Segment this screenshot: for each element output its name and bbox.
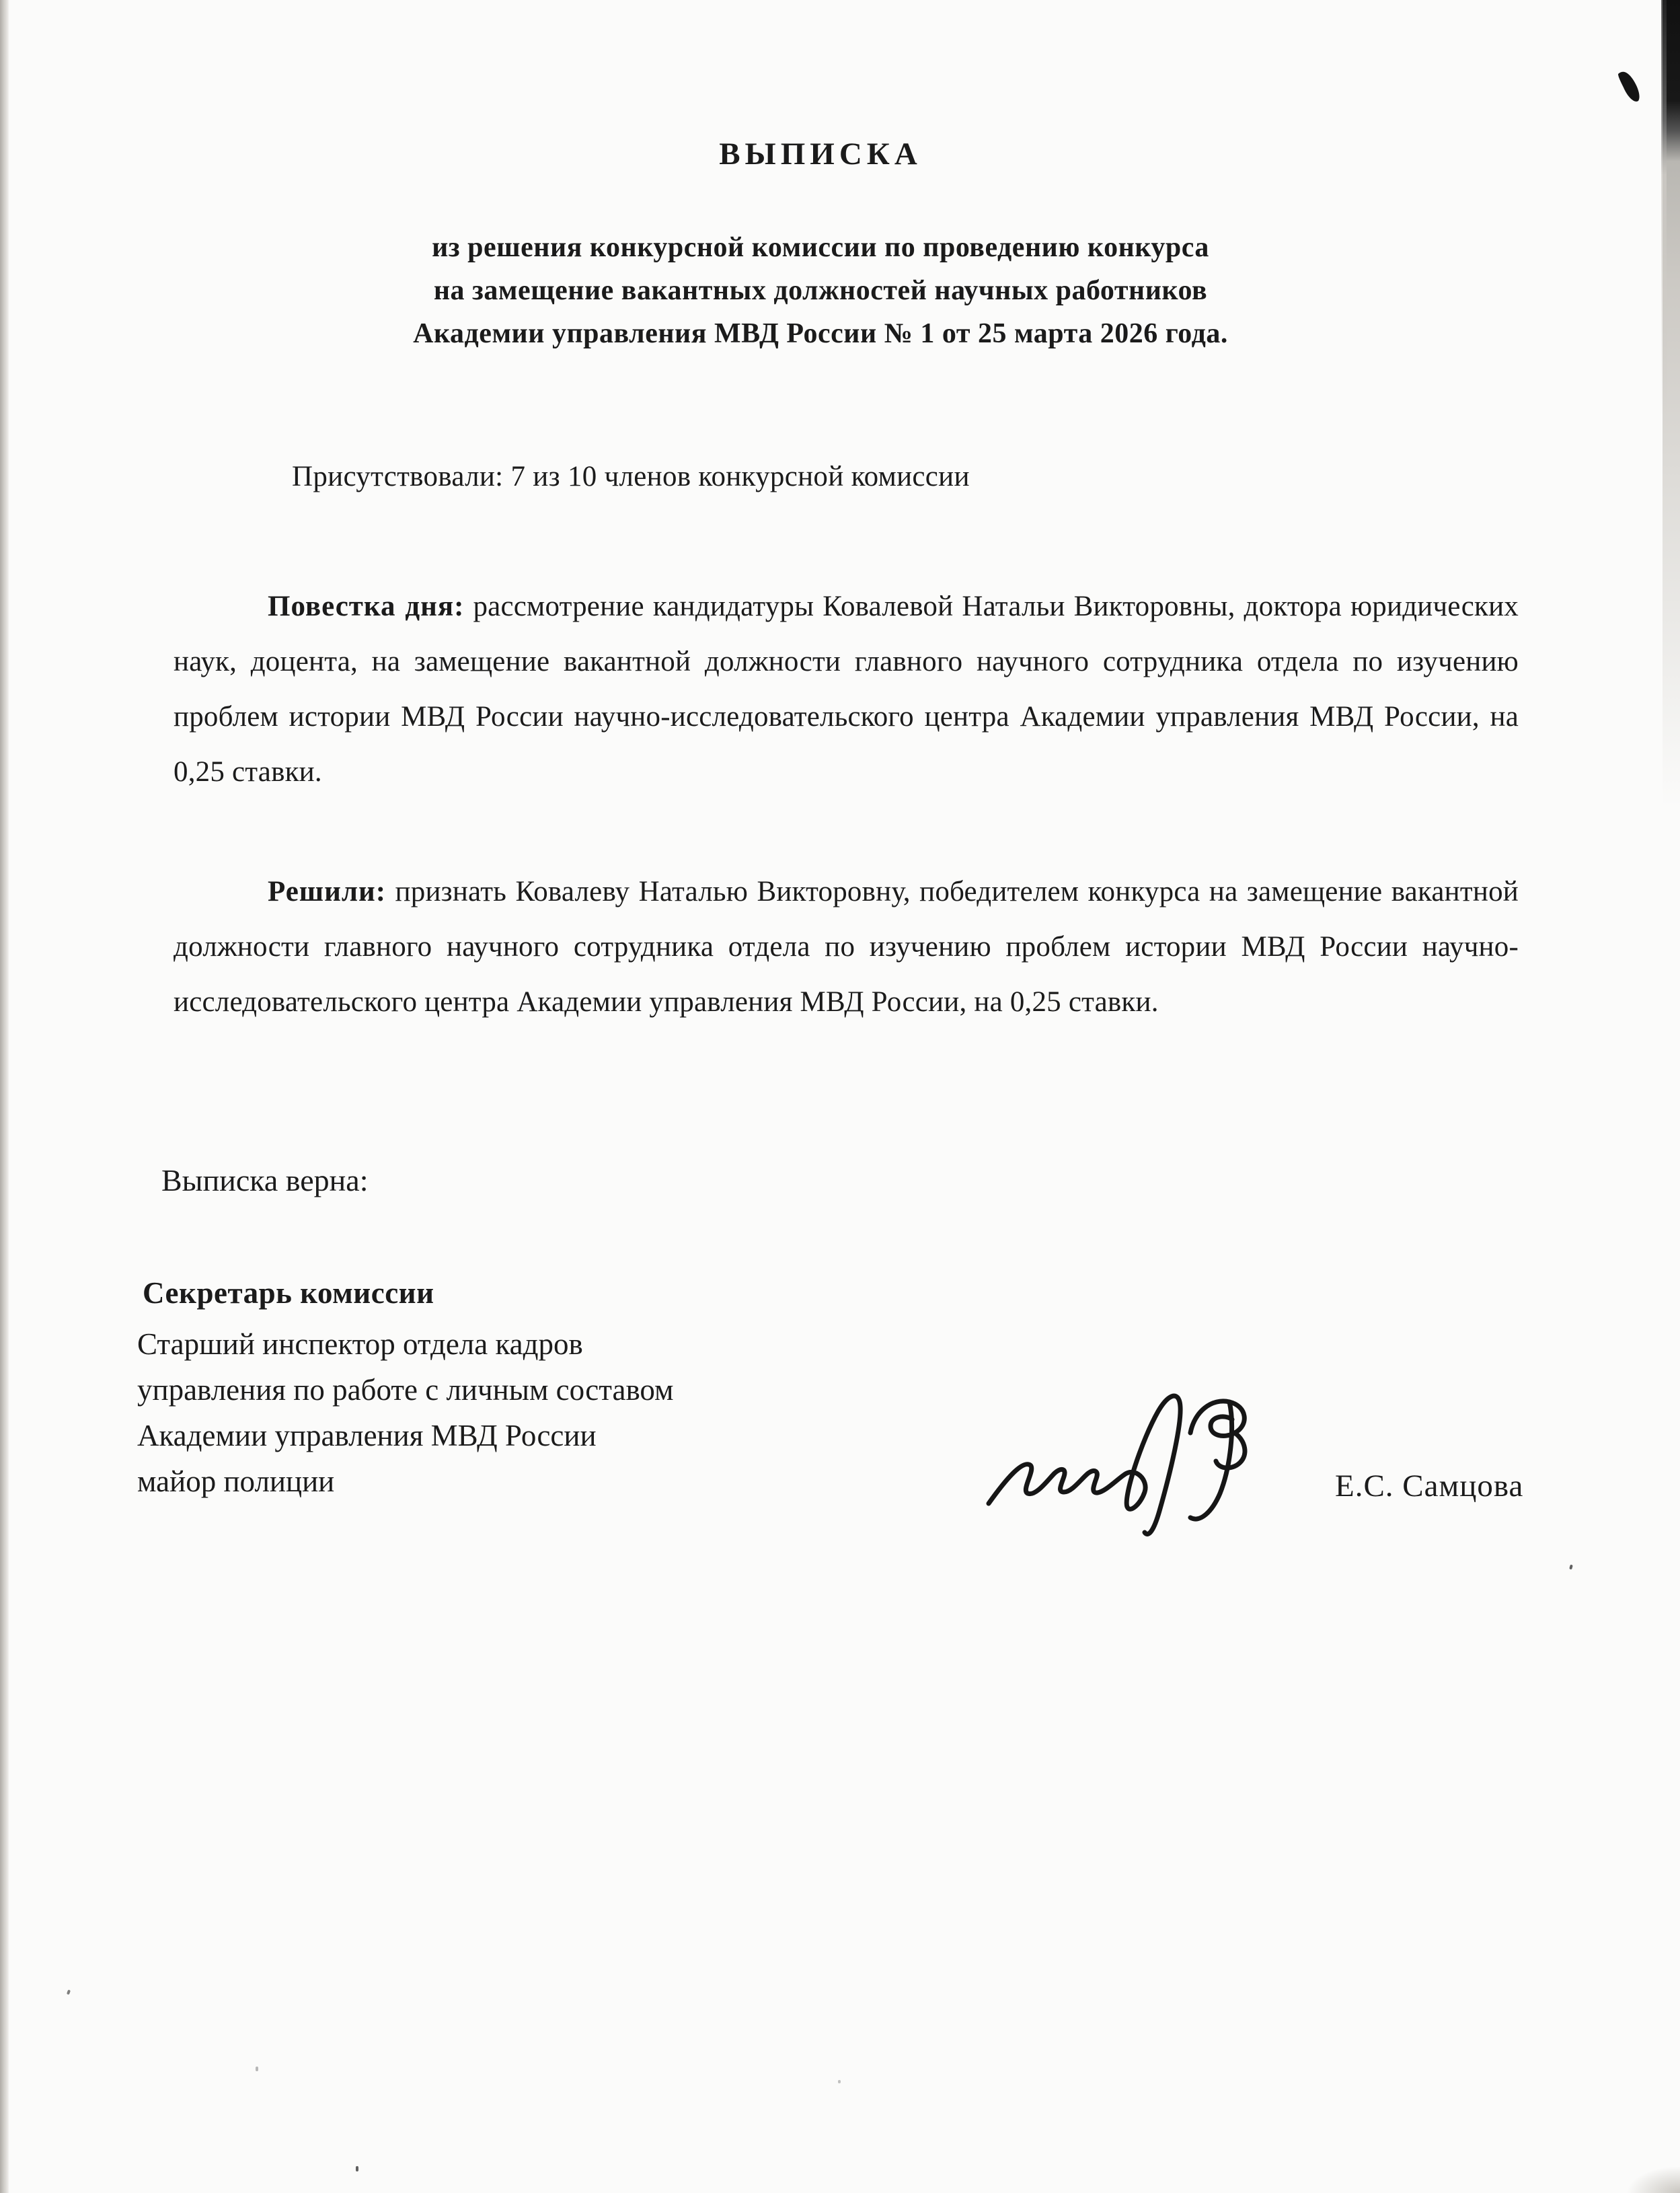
signer-role-line-2: управления по работе с личным составом (137, 1373, 674, 1407)
document-subtitle (0, 226, 1641, 355)
attendance-line: Присутствовали: 7 из 10 членов конкурсной комиссии (292, 461, 970, 492)
agenda-lead: Повестка дня: (268, 591, 465, 622)
signer-role-line-4: майор полиции (137, 1464, 335, 1498)
subtitle-line-3: Академии управления МВД России № 1 от 25 марта 2026 года. (413, 318, 1228, 349)
paper-speck (1569, 1565, 1573, 1570)
signer-name: Е.С. Самцова (1335, 1469, 1524, 1503)
paper-speck (356, 2166, 358, 2171)
handwritten-signature (968, 1379, 1359, 1540)
signer-role-line-1: Старший инспектор отдела кадров (137, 1327, 583, 1361)
paper-speck (256, 2067, 258, 2071)
signer-role-details (137, 1321, 674, 1504)
decision-lead: Решили: (268, 876, 387, 907)
signer-role-title: Секретарь комиссии (143, 1276, 434, 1310)
agenda-paragraph (174, 579, 1519, 800)
agenda-body: рассмотрение кандидатуры Ковалевой Натальи Викторовны, доктора юридических наук, доцента, на замещение вакантной должности главного научного сотрудника отдела по изучению проблем истории МВД России научно-исследовательского центра Академии управления МВД России, на 0,25 ставки. (174, 591, 1519, 788)
corner-smudge (1626, 2166, 1680, 2193)
scanner-edge-right-shadow (1661, 0, 1667, 417)
paper-speck (67, 1990, 71, 1995)
decision-body: признать Ковалеву Наталью Викторовну, победителем конкурса на замещение вакантной должности главного научного сотрудника отдела по изучению проблем истории МВД России научно-исследовательского центра Академии управления МВД России, на 0,25 ставки. (174, 876, 1519, 1018)
document-title: ВЫПИСКА (719, 137, 922, 172)
signer-role-line-3: Академии управления МВД России (137, 1419, 597, 1452)
paper-speck (838, 2080, 841, 2083)
ink-mark-icon (1613, 65, 1653, 118)
certification-line: Выписка верна: (161, 1163, 369, 1197)
subtitle-line-1: из решения конкурсной комиссии по проведению конкурса (432, 232, 1209, 263)
decision-paragraph (174, 864, 1519, 1030)
subtitle-line-2: на замещение вакантных должностей научных работников (433, 275, 1208, 306)
